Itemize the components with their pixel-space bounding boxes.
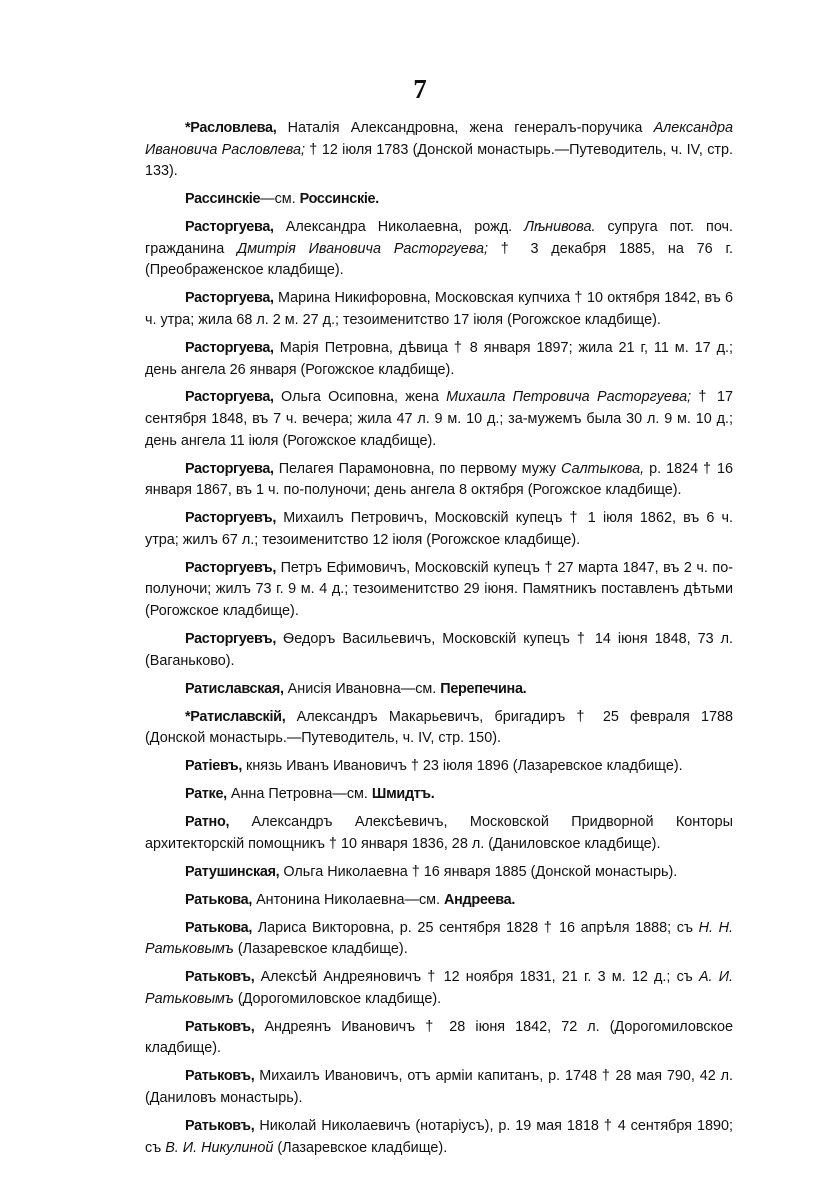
entry-text: † 17 сентября 1848, въ 7 ч. вечера; жила 47 л. 9 м. 10 д.; за-мужемъ была 30 л. 9 м. 10 д.; день ангела 11 іюля (Рогожское кладбище). — [145, 389, 733, 449]
entry-text: Марина Никифоровна, Московская купчиха † 10 октября 1842, въ 6 ч. утра; жила 68 л. 2 м. 27 д.; тезоименитство 17 іюля (Рогожское кладбище). — [145, 290, 733, 328]
entry-text: Ольга Осиповна, жена — [281, 389, 447, 406]
entry-text: князь Иванъ Ивановичъ † 23 іюля 1896 (Лазаревское кладбище). — [246, 758, 683, 775]
entry-text: —см. — [260, 191, 300, 208]
entry-name: Расторгуевъ, — [185, 510, 277, 527]
entry-text: Михаилъ Петровичъ, Московскій купецъ † 1 іюля 1862, въ 6 ч. утра; жилъ 67 л.; тезоименитство 12 іюля (Рогожское кладбище). — [145, 510, 733, 548]
entry-italic-name: Салтыкова, — [561, 460, 645, 477]
entry-text: Петръ Ефимовичъ, Московскій купецъ † 27 марта 1847, въ 2 ч. по-полуночи; жилъ 73 г. 9 м. 4 д.; тезоименитство 29 іюня. Памятникъ поставленъ дѣтьми (Рогожское кладбище). — [145, 559, 734, 619]
entry-name: Расторгуева, — [185, 339, 274, 356]
entry-text: Ѳедоръ Васильевичъ, Московскій купецъ † 14 іюня 1848, 73 л. (Ваганьково). — [145, 630, 734, 669]
entry-name: Ратно, — [185, 814, 230, 831]
entry-text: Анна Петровна—см. — [230, 786, 372, 803]
entry — [145, 1017, 733, 1060]
entry — [145, 288, 733, 331]
entry-text: (Лазаревское кладбище). — [233, 941, 408, 958]
entry-text: Андреянъ Ивановичъ † 28 іюня 1842, 72 л. (Дорогомиловское кладбище). — [145, 1018, 734, 1057]
entry-name: Ратиславская, — [185, 680, 284, 697]
entry — [145, 459, 733, 502]
entry-name: Расторгуева, — [185, 290, 274, 307]
entry-crossref: Перепечина. — [440, 680, 527, 697]
entry — [145, 756, 733, 778]
entry-text: р. 1824 † 16 января 1867, въ 1 ч. по-полуночи; день ангела 8 октября (Рогожское кладбище). — [145, 460, 733, 499]
entry — [145, 862, 733, 884]
entry — [145, 1066, 733, 1109]
entry-text: Пелагея Парамоновна, по первому мужу — [278, 460, 562, 477]
entry — [145, 508, 733, 551]
entry — [145, 707, 733, 750]
entry-crossref: Шмидтъ. — [371, 786, 435, 803]
entry-name: Расторгуевъ, — [185, 630, 277, 647]
entries-list — [145, 118, 733, 1166]
entry-italic-name: В. И. Никулиной — [165, 1139, 274, 1156]
entry — [145, 217, 733, 282]
entry-text: Антонина Николаевна—см. — [256, 891, 445, 908]
entry-name: Ратушинская, — [185, 863, 280, 880]
entry-text: Александръ Макарьевичъ, бригадиръ † 25 февраля 1788 (Донской монастырь.—Путеводитель, ч. IV, стр. 150). — [145, 708, 734, 747]
entry-text: Михаилъ Ивановичъ, отъ арміи капитанъ, р. 1748 † 28 мая 790, 42 л. (Даниловъ монастырь). — [145, 1068, 733, 1106]
entry-text: супруга пот. поч. гражданина — [145, 219, 733, 257]
entry-text: (Лазаревское кладбище). — [273, 1139, 448, 1156]
entry-crossref: Россинскіе. — [299, 191, 379, 208]
entry-name: Ратькова, — [185, 891, 253, 908]
entry — [145, 918, 733, 961]
entry-italic-name: Лѣнивова. — [524, 219, 596, 236]
entry-name: Расторгуева, — [185, 460, 274, 477]
page-number: 7 — [413, 74, 427, 104]
entry-name: Расторгуева, — [185, 389, 274, 406]
entry-text: Марія Петровна, дѣвица † 8 января 1897; жила 21 г, 11 м. 17 д.; день ангела 26 января (Рогожское кладбище). — [145, 339, 733, 378]
entry — [145, 679, 733, 701]
entry-text: Александръ Алексѣевичъ, Московской Придворной Конторы архитекторскій помощникъ † 10 января 1836, 28 л. (Даниловское кладбище). — [145, 814, 734, 852]
entry-name: Ратке, — [185, 786, 227, 803]
entry-italic-name: Н. Н. Ратьковымъ — [145, 919, 734, 958]
entry-name: Ратькова, — [185, 919, 253, 936]
entry — [145, 387, 733, 452]
entry-name: Ратьковъ, — [185, 969, 255, 986]
entry — [145, 784, 733, 806]
entry — [145, 812, 733, 855]
entry-name: Ратіевъ, — [185, 758, 243, 775]
entry-text: Лариса Викторовна, р. 25 сентября 1828 † 16 апрѣля 1888; съ — [257, 919, 699, 936]
entry-italic-name: Александра Ивановича Расловлева; — [145, 120, 733, 158]
entry-text: Анисія Ивановна—см. — [287, 680, 441, 697]
entry-text: Александра Николаевна, рожд. — [285, 219, 525, 236]
entry-name: Расторгуевъ, — [185, 559, 277, 576]
entry — [145, 338, 733, 381]
entry-text: Наталія Александровна, жена генералъ-поручика — [287, 120, 654, 136]
entry-name: Ратьковъ, — [185, 1068, 255, 1085]
entry-italic-name: Дмитрія Ивановича Расторгуева; — [237, 240, 488, 257]
entry-text: Николай Николаевичъ (нотаріусъ), р. 19 мая 1818 † 4 сентября 1890; съ — [145, 1117, 733, 1156]
entry — [145, 967, 733, 1010]
entry — [145, 118, 733, 183]
entry-crossref: Андреева. — [444, 891, 516, 908]
entry-text: Алексѣй Андреяновичъ † 12 ноября 1831, 21 г. 3 м. 12 д.; съ — [260, 969, 699, 986]
entry — [145, 890, 733, 912]
entry-name: Ратьковъ, — [185, 1117, 255, 1134]
entry-text: † 12 іюля 1783 (Донской монастырь.—Путеводитель, ч. IV, стр. 133). — [145, 141, 733, 180]
entry — [145, 629, 733, 672]
entry-name: Ратьковъ, — [185, 1018, 255, 1035]
entry-name: Рассинскіе — [185, 191, 261, 208]
entry — [145, 558, 733, 623]
entry — [145, 189, 733, 211]
entry-text: Ольга Николаевна † 16 января 1885 (Донской монастырь). — [283, 863, 678, 880]
entry-text: † 3 декабря 1885, на 76 г. (Преображенское кладбище). — [145, 240, 733, 279]
entry-name: *Расловлева, — [185, 120, 277, 136]
entry-text: (Дорогомиловское кладбище). — [233, 990, 442, 1007]
entry-italic-name: А. И. Ратьковымъ — [145, 969, 733, 1007]
entry — [145, 1116, 733, 1159]
entry-italic-name: Михаила Петровича Расторгуева; — [446, 389, 692, 406]
entry-name: Расторгуева, — [185, 219, 274, 236]
entry-name: *Ратиславскій, — [185, 708, 286, 725]
